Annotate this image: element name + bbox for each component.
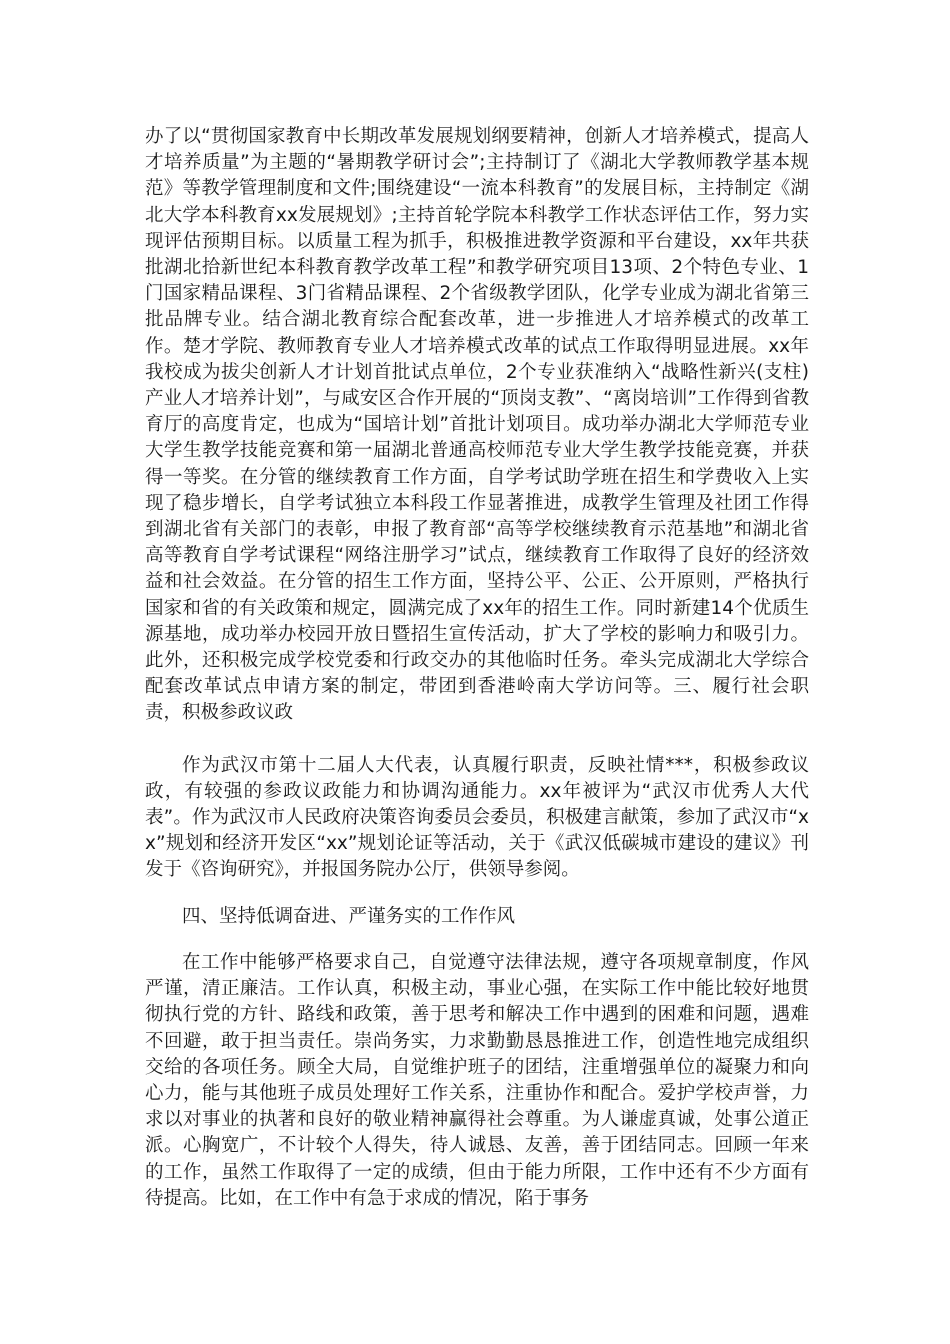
paragraph-education-reform: 办了以“贯彻国家教育中长期改革发展规划纲要精神，创新人才培养模式，提高人才培养质量”为主题的“暑期教学研讨会”;主持制订了《湖北大学教师教学基本规范》等教学管理制度和文件;围绕建设“一流本科教育”的发展目标，主持制定《湖北大学本科教育xx发展规划》;主持首轮学院本科教学工作状态评估工作，努力实现评估预期目标。以质量工程为抓手，积极推进教学资源和平台建设，xx年共获批湖北拾新世纪本科教育教学改革工程”和教学研究项目13项、2个特色专业、1门国家精品课程、3门省精品课程、2个省级教学团队，化学专业成为湖北省第三批品牌专业。结合湖北教育综合配套改革，进一步推进人才培养模式的改革工作。楚才学院、教师教育专业人才培养模式改革的试点工作取得明显进展。xx年我校成为拔尖创新人才计划首批试点单位，2个专业获准纳入“战略性新兴(支柱)产业人才培养计划”，与咸安区合作开展的“顶岗支教”、“离岗培训”工作得到省教育厅的高度肯定，也成为“国培计划”首批计划项目。成功举办湖北大学师范专业大学生教学技能竞赛和第一届湖北普通高校师范专业大学生教学技能竞赛，并获得一等奖。在分管的继续教育工作方面，自学考试助学班在招生和学费收入上实现了稳步增长，自学考试独立本科段工作显著推进，成教学生管理及社团工作得到湖北省有关部门的表彰，申报了教育部“高等学校继续教育示范基地”和湖北省高等教育自学考试课程“网络注册学习”试点，继续教育工作取得了良好的经济效益和社会效益。在分管的招生工作方面，坚持公平、公正、公开原则，严格执行国家和省的有关政策和规定，圆满完成了xx年的招生工作。同时新建14个优质生源基地，成功举办校园开放日暨招生宣传活动，扩大了学校的影响力和吸引力。此外，还积极完成学校党委和行政交办的其他临时任务。牵头完成湖北大学综合配套改革试点申请方案的制定，带团到香港岭南大学访问等。三、履行社会职责，积极参政议政 [145,126,809,724]
document-body [145,124,809,1212]
paragraph-work-style: 在工作中能够严格要求自己，自觉遵守法律法规，遵守各项规章制度，作风严谨，清正廉洁。工作认真，积极主动，事业心强，在实际工作中能比较好地贯彻执行党的方针、路线和政策，善于思考和解决工作中遇到的困难和问题，遇难不回避，敢于担当责任。崇尚务实，力求勤勤恳恳推进工作，创造性地完成组织交给的各项任务。顾全大局，自觉维护班子的团结，注重增强单位的凝聚力和向心力，能与其他班子成员处理好工作关系，注重协作和配合。爱护学校声誉，力求以对事业的执著和良好的敬业精神赢得社会尊重。为人谦虚真诚，处事公道正派。心胸宽广，不计较个人得失，待人诚恳、友善，善于团结同志。回顾一年来的工作，虽然工作取得了一定的成绩，但由于能力所限，工作中还有不少方面有待提高。比如，在工作中有急于求成的情况，陷于事务 [145,951,809,1209]
paragraph-social-duties: 作为武汉市第十二届人大代表，认真履行职责，反映社情***，积极参政议政，有较强的参政议政能力和协调沟通能力。xx年被评为“武汉市优秀人大代表”。作为武汉市人民政府决策咨询委员会委员，积极建言献策，参加了武汉市“xx”规划和经济开发区“xx”规划论证等活动，关于《武汉低碳城市建设的建议》刊发于《咨询研究》，并报国务院办公厅，供领导参阅。 [145,754,809,881]
section-heading-work-style: 四、坚持低调奋进、严谨务实的工作作风 [182,905,516,927]
